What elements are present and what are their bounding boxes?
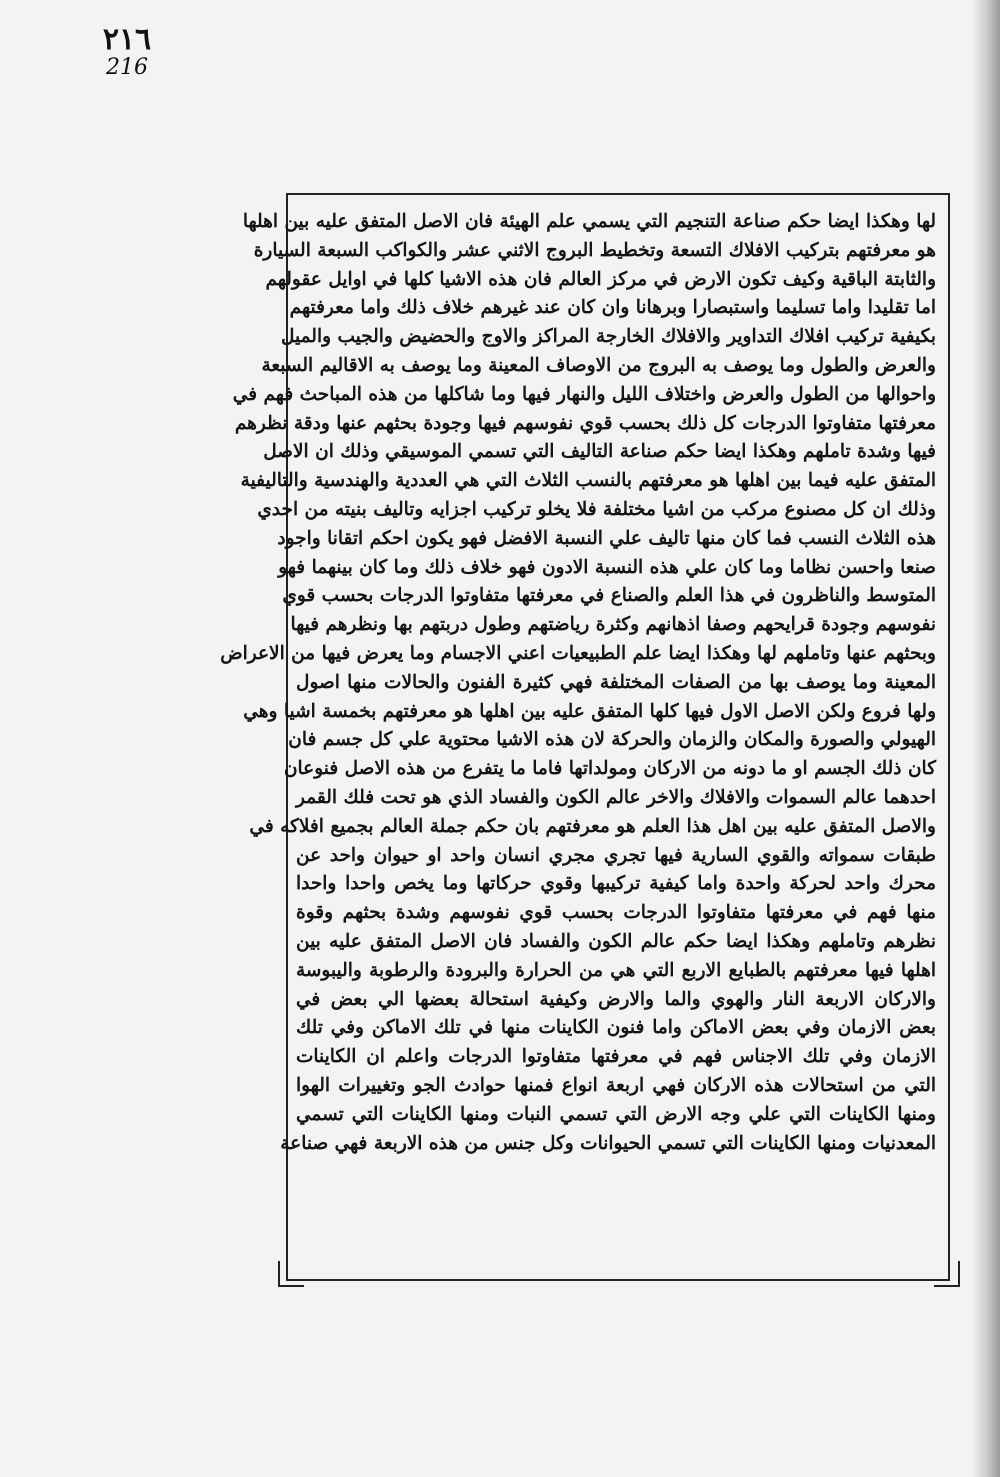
text-line: نفوسهم وجودة قرايحهم وصفا اذهانهم وكثرة رياضتهم وطول دربتهم بها ونظرهم فيها xyxy=(290,614,936,636)
text-line: لها وهكذا ايضا حكم صناعة التنجيم التي يسمي علم الهيئة فان الاصل المتفق عليه بين اهلها xyxy=(242,211,936,232)
text-line: بكيفية تركيب افلاك التداوير والافلاك الخارجة المراكز والاوج والحضيض والجيب والميل xyxy=(281,326,936,348)
text-line: واحوالها من الطول والعرض واختلاف الليل والنهار فيها وما شاكلها من هذه المباحث فهم في xyxy=(232,383,936,405)
text-line: المعينة وما يوصف بها من الصفات المختلفة فهي كثيرة الفنون والحالات منها اصول xyxy=(296,671,936,693)
text-line: صنعا واحسن نظاما وما كان علي هذه النسبة الادون فهو خلاف ذلك وما كان بينهما فهو xyxy=(278,556,936,578)
text-line: كان ذلك الجسم او ما دونه من الاركان ومولداتها فاما ما يتفرع من هذه الاصل فنوعان xyxy=(283,758,936,780)
text-line: بعض الازمان وفي بعض الاماكن واما فنون الكاينات منها في تلك الاماكن وفي تلك xyxy=(296,1017,936,1039)
text-line: اما تقليدا واما تسليما واستبصارا وبرهانا وان كان عند غيرهم خلاف ذلك واما معرفتهم xyxy=(289,297,936,319)
text-line: المعدنيات ومنها الكاينات التي تسمي الحيوانات وكل جنس من هذه الاربعة فهي صناعة xyxy=(280,1132,936,1154)
text-line: التي من استحالات هذه الاركان فهي اربعة انواع فمنها حوادث الجو وتغييرات الهوا xyxy=(296,1074,936,1096)
text-line: ومنها الكاينات التي علي وجه الارض التي تسمي النبات ومنها الكاينات التي تسمي xyxy=(296,1103,936,1125)
text-line: وبحثهم عنها وتاملهم لها وهكذا ايضا علم الطبيعيات اعني الاجسام وما يعرض فيها من الاعراض xyxy=(220,642,936,664)
text-line: المتفق عليه فيما بين اهلها هو معرفتهم بالنسب الثلاث التي هي العددية والهندسية والتاليفية xyxy=(240,470,936,492)
text-line: هذه الثلاث النسب فما كان منها تاليف علي النسبة الافضل فهو يكون احكم اتقانا واجود xyxy=(277,527,936,549)
text-line: محرك واحد لحركة واحدة واما كيفية تركيبها وقوي حركاتها وما يخص واحدا واحدا xyxy=(296,873,936,895)
manuscript-text-block xyxy=(220,208,936,1268)
frame-corner-ornament-right xyxy=(934,1261,960,1287)
text-line: معرفتها متفاوتوا الدرجات كل ذلك بحسب قوي نفوسهم فيها وجودة بحثهم عنها ودقة نظرهم xyxy=(234,412,936,434)
text-line: المتوسط والناظرون في هذا العلم والصناع في معرفتها متفاوتوا الدرجات بحسب قوي xyxy=(282,585,936,607)
text-line: الهيولي والصورة والمكان والزمان والحركة لان هذه الاشيا محتوية علي كل جسم فان xyxy=(288,729,936,751)
text-line: طبقات سمواته والقوي السارية فيها تجري مجري انسان واحد او حيوان واحد عن xyxy=(296,844,936,866)
text-line: فيها وشدة تاملهم وهكذا ايضا حكم صناعة التاليف التي تسمي الموسيقي وذلك ان الاصل xyxy=(263,441,936,463)
folio-arabic-numeral: ٢١٦ xyxy=(102,22,152,57)
folio-handwritten-mark: 216 xyxy=(106,55,148,80)
text-line: اهلها فيها معرفتهم بالطبايع الاربع التي هي من الحرارة والبرودة والرطوبة واليبوسة xyxy=(296,959,936,981)
text-line: نظرهم وتاملهم وهكذا ايضا حكم عالم الكون والفساد فان الاصل المتفق عليه بين xyxy=(296,930,936,952)
text-line: منها فهم في معرفتها متفاوتوا الدرجات بحسب قوي نفوسهم وشدة بحثهم وقوة xyxy=(296,902,936,924)
text-line: والاركان الاربعة النار والهوي والما والارض وكيفية استحالة بعضها الي بعض في xyxy=(296,988,936,1010)
text-line: والاصل المتفق عليه بين اهل هذا العلم هو معرفتهم بان حكم جملة العالم بجميع افلاكه في xyxy=(249,815,936,837)
text-line: الازمان وفي تلك الاجناس فهم في معرفتها متفاوتوا الدرجات واعلم ان الكاينات xyxy=(296,1046,936,1068)
text-line: والثابتة الباقية وكيف تكون الارض في مركز العالم فان هذه الاشيا كلها في اوايل عقولهم xyxy=(265,268,936,290)
text-line: ولها فروع ولكن الاصل الاول فيها كلها المتفق عليه بين اهلها هو معرفتهم بخمسة اشيا وهي xyxy=(243,700,936,722)
text-line: وذلك ان كل مصنوع مركب من اشيا مختلفة فلا يخلو تركيب اجزايه وتاليف بنيته من احدي xyxy=(257,498,936,520)
binding-shadow xyxy=(972,0,1000,1477)
text-line: والعرض والطول وما يوصف به البروج من الاوصاف المعينة وما يوصف به الاقاليم السبعة xyxy=(261,354,936,376)
text-line: احدهما عالم السموات والافلاك والاخر عالم الكون والفساد الذي هو تحت فلك القمر xyxy=(296,786,936,808)
text-line: هو معرفتهم بتركيب الافلاك التسعة وتخطيط البروج الاثني عشر والكواكب السبعة السيارة xyxy=(253,239,936,261)
folio-number xyxy=(72,22,182,80)
